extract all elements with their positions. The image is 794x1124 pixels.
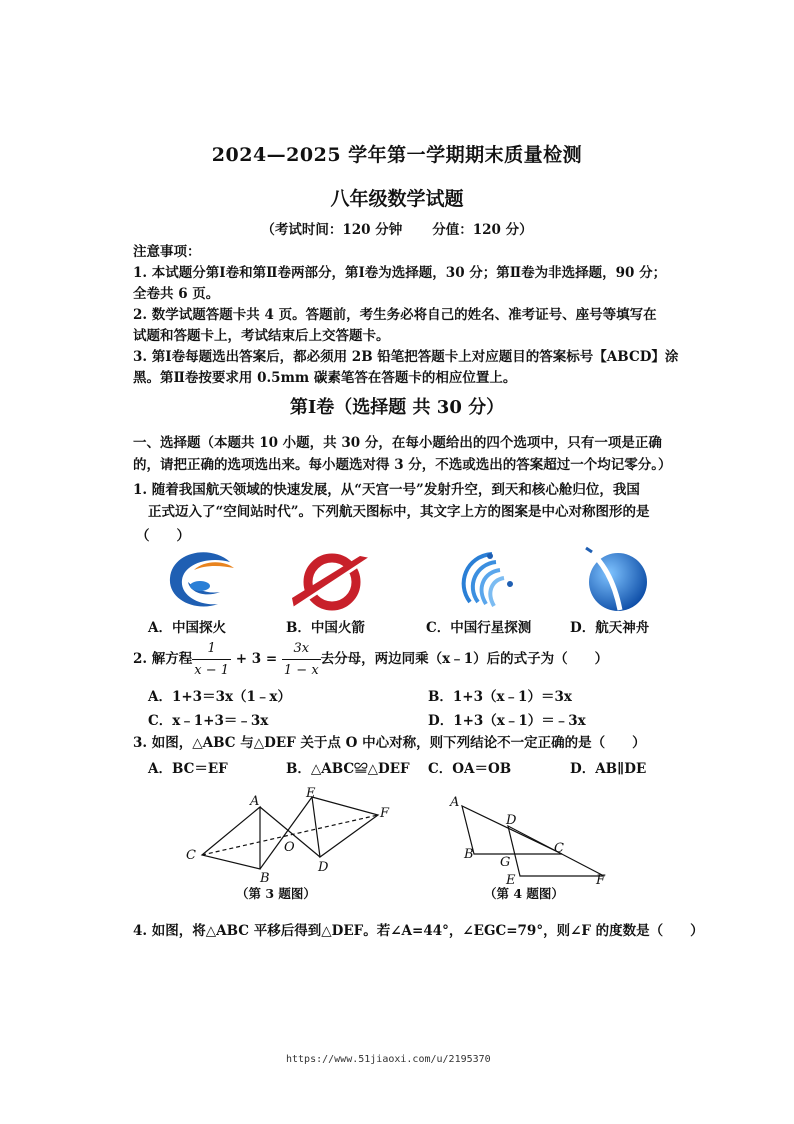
q1-option-b: B．中国火箭 — [286, 620, 365, 636]
q2-fraction-1 — [192, 638, 231, 681]
exam-info — [0, 218, 794, 238]
q1-line-1: 1. 随着我国航天领域的快速发展，从“天宫一号”发射升空，到天和核心舱归位，我国 — [133, 482, 640, 498]
fig4-label-c: C — [554, 841, 564, 856]
q2-option-d: D．1+3（x﹣1）＝﹣3x — [428, 713, 586, 729]
fig4-label-d: D — [506, 813, 517, 828]
q2-option-c: C．x﹣1+3＝﹣3x — [148, 713, 269, 729]
fig3-label-f: F — [380, 806, 390, 821]
q2-fraction-2-num: 3x — [282, 638, 321, 660]
figure-3-caption: （第 3 题图） — [236, 886, 316, 901]
notes-line-4: 试题和答题卡上，考试结束后上交答题卡。 — [133, 328, 390, 344]
q1-option-a: A．中国探火 — [148, 620, 226, 636]
q3-option-b: B．△ABC≌△DEF — [286, 761, 410, 777]
exam-title: 2024—2025 学年第一学期期末质量检测 — [211, 144, 583, 166]
q3-stem: 3. 如图，△ABC 与△DEF 关于点 O 中心对称，则下列结论不一定正确的是（ ） — [133, 735, 646, 751]
q2-fraction-1-den: x − 1 — [194, 663, 230, 678]
notes-heading: 注意事项： — [133, 244, 201, 260]
fig3-label-d: D — [318, 860, 329, 875]
fig3-label-c: C — [186, 848, 196, 863]
fig4-label-e: E — [506, 873, 516, 888]
part1-line-1: 一、选择题（本题共 10 小题，共 30 分，在每小题给出的四个选项中，只有一项是正确 — [133, 435, 662, 451]
fig4-label-b: B — [464, 847, 474, 862]
notes-line-2: 全卷共 6 页。 — [133, 286, 220, 302]
q2-mid: + 3 = — [231, 651, 282, 667]
section-title: 第Ⅰ卷（选择题 共 30 分） — [289, 397, 505, 418]
q3-option-c: C．OA＝OB — [428, 761, 512, 777]
notes-line-3: 2. 数学试题答题卡共 4 页。答题前，考生务必将自己的姓名、准考证号、座号等填写在 — [133, 307, 657, 323]
q2-option-a: A．1+3＝3x（1﹣x） — [148, 689, 291, 705]
figure-3-diagram — [180, 785, 400, 885]
fig3-label-a: A — [250, 794, 260, 809]
china-rocket-logo-icon — [290, 552, 374, 612]
shenzhou-logo-icon — [580, 546, 652, 614]
q2-fraction-1-num: 1 — [192, 638, 231, 660]
notes-line-6: 黑。第Ⅱ卷按要求用 0.5mm 碳素笔答在答题卡的相应位置上。 — [133, 370, 517, 386]
figure-4-diagram — [444, 792, 616, 888]
q2-fraction-2-den: 1 − x — [283, 663, 319, 678]
exam-subtitle: 八年级数学试题 — [330, 188, 464, 210]
china-mars-logo-icon — [160, 548, 242, 614]
figure-4-caption: （第 4 题图） — [484, 886, 564, 901]
fig4-label-g: G — [500, 855, 511, 870]
q3-option-d: D．AB∥DE — [570, 761, 647, 777]
fig4-label-a: A — [450, 795, 460, 810]
exam-score: 分值：120 分） — [432, 222, 533, 238]
notes-line-5: 3. 第Ⅰ卷每题选出答案后，都必须用 2B 铅笔把答题卡上对应题目的答案标号【ABCD】涂 — [133, 349, 679, 365]
q2-fraction-2 — [282, 638, 321, 681]
fig4-label-f: F — [596, 873, 606, 888]
q2-prefix: 2. 解方程 — [133, 651, 193, 667]
q1-line-2: 正式迈入了“空间站时代”。下列航天图标中，其文字上方的图案是中心对称图形的是 — [148, 504, 650, 520]
q2-stem — [133, 638, 608, 681]
q1-option-c: C．中国行星探测 — [426, 620, 532, 636]
q1-answer-bracket: （ ） — [136, 528, 190, 544]
fig3-label-b: B — [260, 871, 270, 885]
q2-option-b: B．1+3（x﹣1）＝3x — [428, 689, 572, 705]
part1-line-2: 的，请把正确的选项选出来。每小题选对得 3 分，不选或选出的答案超过一个均记零分。） — [133, 457, 672, 473]
q2-suffix: 去分母，两边同乘（x﹣1）后的式子为（ ） — [320, 651, 609, 667]
notes-line-1: 1. 本试题分第Ⅰ卷和第Ⅱ卷两部分，第Ⅰ卷为选择题，30 分；第Ⅱ卷为非选择题，90 分； — [133, 265, 667, 281]
footer-url[interactable]: https://www.51jiaoxi.com/u/2195370 — [286, 1054, 491, 1065]
exam-time: （考试时间：120 分钟 — [261, 222, 403, 238]
fig3-label-e: E — [306, 786, 316, 801]
q4-stem: 4. 如图，将△ABC 平移后得到△DEF。若∠A=44°，∠EGC=79°，则∠F 的度数是（ ） — [133, 923, 704, 939]
fig3-label-o: O — [284, 840, 295, 855]
q3-option-a: A．BC＝EF — [148, 761, 228, 777]
q1-option-d: D．航天神舟 — [570, 620, 650, 636]
planet-exploration-logo-icon — [452, 548, 522, 614]
